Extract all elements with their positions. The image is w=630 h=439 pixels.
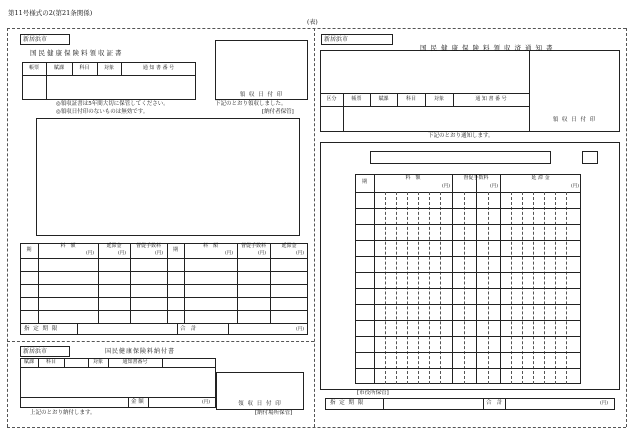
receipt-stamp-label: 領 収 日 付 印 — [239, 92, 284, 98]
notice-footer-unit: (円) — [600, 401, 609, 406]
payment-header-period: 期 — [26, 246, 32, 253]
receipt-keep-label: [納付者保管] — [262, 109, 294, 115]
receipt-id-header: 帳票 — [28, 64, 39, 71]
cut-line-right — [626, 28, 627, 427]
payment-footer-total: 合 計 — [180, 326, 197, 332]
notice-id-header: 区分 — [326, 95, 337, 102]
cut-line-left — [7, 28, 8, 427]
cut-line-bottom — [7, 427, 626, 428]
payment-footer-period: 指 定 期 限 — [24, 326, 59, 332]
voucher-city: 新居浜市 — [23, 348, 48, 355]
notice-id-header: 賦課 — [378, 95, 389, 102]
voucher-id-header: 科目 — [45, 358, 56, 365]
payment-header-fee: 督促手数料 — [135, 243, 161, 250]
notice-grid-header-fee: 督促手数料 — [463, 174, 489, 181]
form-number: 第11号様式の2(第21条関係) — [8, 9, 93, 17]
notice-grid-unit: (円) — [490, 184, 499, 189]
receipt-city: 新居浜市 — [23, 36, 48, 43]
notice-grid-header-period: 期 — [361, 179, 367, 186]
cut-line-top — [7, 28, 626, 29]
payment-unit: (円) — [225, 251, 234, 256]
payment-header-fee: 督促手数料 — [240, 243, 266, 250]
notice-small-box — [582, 151, 598, 164]
voucher-keep-label: [納付場所保管] — [255, 410, 293, 416]
notice-footer — [325, 398, 615, 410]
receipt-id-header: 対象 — [103, 64, 114, 71]
receipt-received-text: 下記のとおり領収しました。 — [215, 101, 287, 107]
receipt-id-header: 賦課 — [53, 64, 64, 71]
receipt-id-header: 科目 — [79, 64, 90, 71]
payment-header-amount: 料 額 — [202, 243, 218, 250]
receipt-blank-area — [36, 118, 300, 236]
receipt-note-2: ◎領収日付印のないものは無効です。 — [56, 109, 149, 115]
notice-id-header: 科目 — [405, 95, 416, 102]
side-label: (表) — [307, 19, 318, 26]
payment-header-period: 期 — [172, 246, 178, 253]
voucher-id-header: 対象 — [92, 358, 103, 365]
receipt-title: 国民健康保険料領収証書 — [30, 49, 124, 57]
payment-unit: (円) — [86, 251, 95, 256]
payment-header-amount: 料 額 — [60, 243, 76, 250]
payment-unit: (円) — [118, 251, 127, 256]
receipt-id-header: 通 知 書 番 号 — [142, 64, 175, 71]
notice-notified-text: 下記のとおり通知します。 — [428, 133, 494, 139]
payment-header-penalty: 延滞金 — [281, 243, 297, 250]
cut-line-voucher — [7, 341, 314, 342]
voucher-id-header: 通知書番号 — [122, 358, 148, 365]
voucher-id-header: 賦課 — [23, 358, 34, 365]
notice-footer-total: 合 計 — [486, 400, 503, 406]
voucher-unit: (円) — [202, 400, 211, 405]
notice-grid-header-amount: 料 額 — [405, 174, 421, 181]
notice-keep-label: [市役所保管] — [357, 390, 389, 396]
payment-table — [20, 243, 308, 335]
voucher-paid-text: 上記のとおり納付します。 — [30, 410, 96, 416]
payment-header-penalty: 延滞金 — [106, 243, 122, 250]
notice-title: 国民健康保険料領収済通知書 — [420, 44, 557, 52]
payment-unit: (円) — [296, 327, 305, 332]
notice-city: 新居浜市 — [324, 36, 349, 43]
notice-name-box — [370, 151, 551, 164]
notice-stamp-label: 領 収 日 付 印 — [552, 117, 597, 123]
cut-line-middle — [314, 28, 315, 427]
notice-id-header: 帳票 — [351, 95, 362, 102]
payment-unit: (円) — [296, 251, 305, 256]
notice-id-header: 通 知 書 番 号 — [475, 95, 507, 102]
payment-unit: (円) — [155, 251, 164, 256]
payment-unit: (円) — [258, 251, 267, 256]
notice-footer-period: 指 定 期 限 — [330, 400, 365, 406]
notice-id-header: 対象 — [433, 95, 444, 102]
notice-grid-unit: (円) — [442, 184, 451, 189]
voucher-stamp-label: 領 収 日 付 印 — [238, 401, 282, 407]
voucher-amount-label: 金 額 — [131, 399, 144, 405]
receipt-note-1: ◎領収証書は5年間大切に保管してください。 — [56, 101, 169, 107]
notice-grid-header-penalty: 延 滞 金 — [531, 174, 550, 181]
notice-grid-unit: (円) — [571, 184, 580, 189]
voucher-title: 国民健康保険料納付書 — [105, 348, 176, 355]
receipt-stamp-box — [215, 40, 308, 100]
